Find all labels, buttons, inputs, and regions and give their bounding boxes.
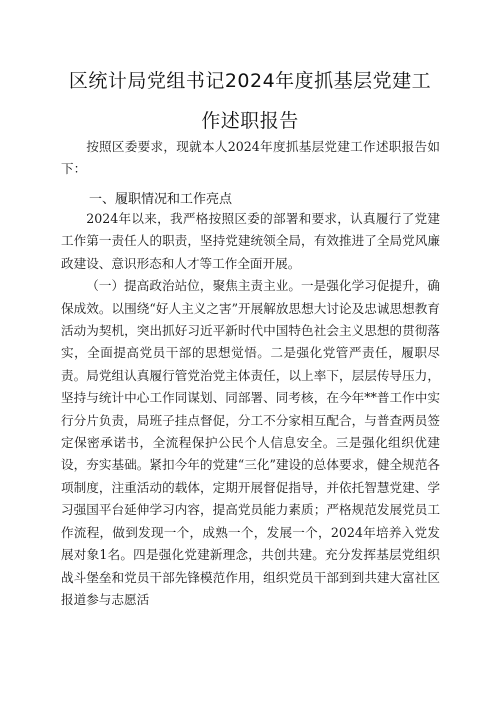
intro-paragraph	[61, 136, 440, 181]
paragraph-2: （一）提高政治站位，聚焦主责主业。一是强化学习促提升，确保成效。以围绕“好人主义之害”开展解放思想大讨论及忠诚思想教育活动为契机，突出抓好习近平新时代中国特色社会主义思想的贯彻落实，全面提高党员干部的思想觉悟。二是强化党管严责任，履职尽责。局党组认真履行管党治党主体责任，以上率下，层层传导压力，坚持与统计中心工作同谋划、同部署、同考核，在今年**普工作中实行分片负责，局班子挂点督促，分工不分家相互配合，与普查两员签定保密承诺书，全流程保护公民个人信息安全。三是强化组织优建设，夯实基础。紧扣今年的党建“三化”建设的总体要求，健全规范各项制度，注重活动的载体，定期开展督促指导，并依托智慧党建、学习强国平台延伸学习内容，提高党员能力素质；严格规范发展党员工作流程，做到发现一个，成熟一个，发展一个，2024年培养入党发展对象1名。四是强化党建新理念，共创共建。充分发挥基层党组织战斗堡垒和党员干部先锋模范作用，组织党员干部到到共建大富社区报道参与志愿活	[61, 278, 440, 607]
paragraph-1: 2024年以来，我严格按照区委的部署和要求，认真履行了党建工作第一责任人的职责，坚持党建统领全局，有效推进了全局党风廉政建设、意识形态和人才等工作全面开展。	[61, 211, 440, 271]
document-title-line-1: 区统计局党组书记2024年度抓基层党建工	[68, 70, 432, 92]
section-body	[61, 208, 440, 611]
section-heading-1: 一、履职情况和工作亮点	[89, 192, 233, 207]
document-title-line-2: 作述职报告	[201, 110, 299, 132]
intro-text: 按照区委要求，现就本人2024年度抓基层党建工作述职报告如下：	[61, 139, 440, 177]
